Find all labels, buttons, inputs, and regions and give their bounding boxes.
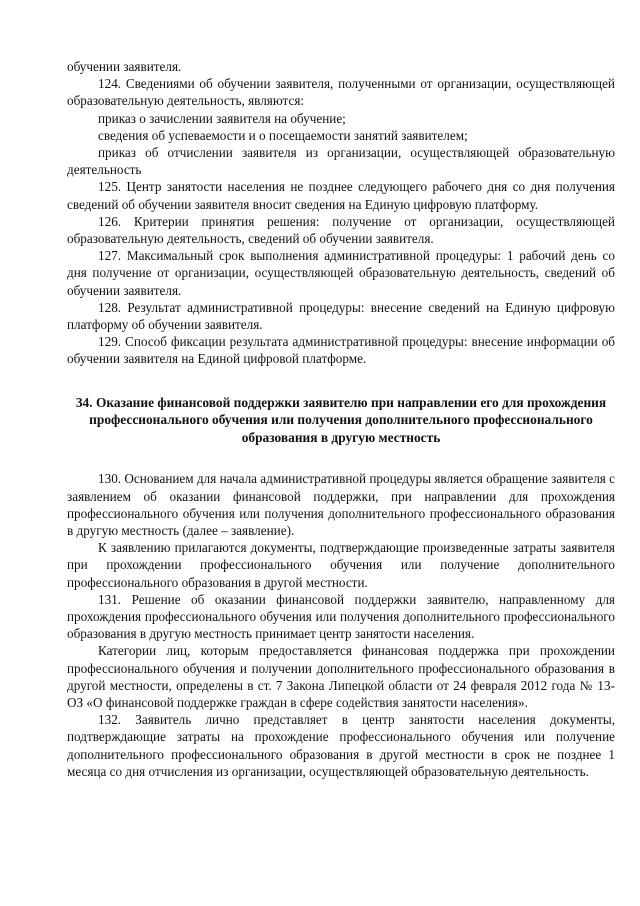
paragraph-130: 130. Основанием для начала административной процедуры является обращение заявителя с заявлением об оказании финансовой поддержки, при направлении для прохождения профессионального обучения или получения дополнительного профессионального образования в другую местность (далее – заявление). [67,471,615,539]
section-heading: 34. Оказание финансовой поддержки заявителю при направлении его для прохождения профессионального обучения или получения дополнительного профессионального образования в другую местность [75,394,607,445]
paragraph-132: 132. Заявитель лично представляет в центр занятости населения документы, подтверждающие затраты на прохождение профессионального обучения или получение дополнительного профессионального образования в другой местности в срок не позднее 1 месяца со дня отчисления из организации, осуществляющей образовательную деятельность. [67,712,615,779]
paragraph-125: 125. Центр занятости населения не позднее следующего рабочего дня со дня получения сведений об обучении заявителя вносит сведения на Единую цифровую платформу. [67,179,615,212]
list-item-attendance-info: сведения об успеваемости и о посещаемости занятий заявителем; [98,127,468,143]
continuation-line: обучении заявителя. [67,59,182,74]
paragraph-attached-documents: К заявлению прилагаются документы, подтверждающие произведенные затраты заявителя при прохождении профессионального обучения или получение дополнительного профессионального образования в другой местности. [67,540,615,590]
paragraph-126: 126. Критерии принятия решения: получение от организации, осуществляющей образовательную деятельность, сведений об обучении заявителя. [67,213,615,247]
paragraph-129: 129. Способ фиксации результата административной процедуры: внесение информации об обучении заявителя на Единой цифровой платформе. [67,334,615,367]
paragraph-124: 124. Сведениями об обучении заявителя, полученными от организации, осуществляющей образовательную деятельность, являются: [67,76,615,109]
list-item-enrollment-order: приказ о зачислении заявителя на обучение; [98,110,346,126]
document-body [67,58,615,780]
paragraph-eligible-categories: Категории лиц, которым предоставляется финансовая поддержка при прохождении профессионального обучения и получении дополнительного профессионального образования в другой местности, определены в ст. 7 Закона Липецкой области от 24 февраля 2012 года № 13-ОЗ «О финансовой поддержке граждан в сфере содействия занятости населения». [67,643,615,711]
list-item-expulsion-order: приказ об отчислении заявителя из организации, осуществляющей образовательную деятельность [67,145,615,178]
paragraph-127: 127. Максимальный срок выполнения административной процедуры: 1 рабочий день со дня получение от организации, осуществляющей образовательную деятельность, сведений об обучении заявителя. [67,248,615,298]
paragraph-128: 128. Результат административной процедуры: внесение сведений на Единую цифровую платформу об обучении заявителя. [67,299,615,333]
paragraph-131: 131. Решение об оказании финансовой поддержки заявителю, направленному для прохождения профессионального обучения или получения дополнительного профессионального образования в другую местность принимает центр занятости населения. [67,591,615,642]
